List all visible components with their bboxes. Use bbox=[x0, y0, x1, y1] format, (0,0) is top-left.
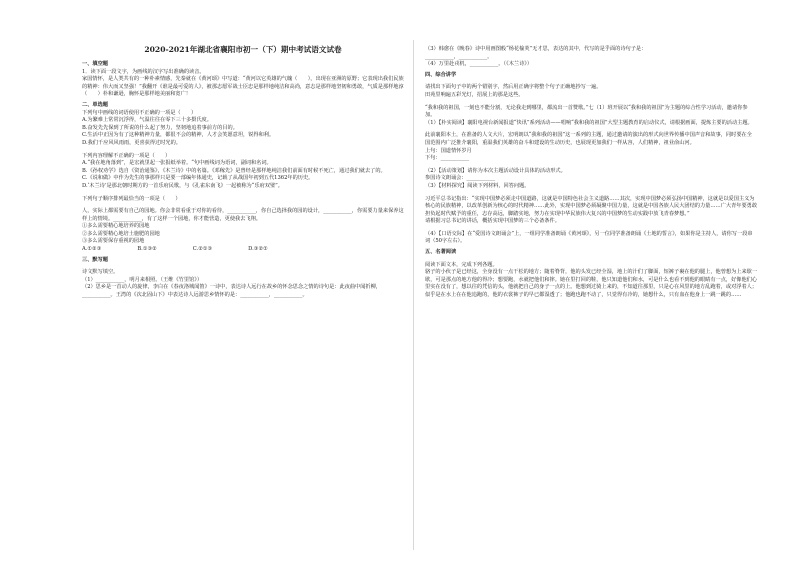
right-content bbox=[425, 46, 757, 300]
question-5-part-4: （4）万里赴戎机，___________。（《木兰诗》） bbox=[425, 61, 533, 68]
question-1-stem: 1．读下面一段文字，为画线的汉字写出准确的读音。 bbox=[82, 68, 205, 75]
question-4-option: B.①③② bbox=[137, 246, 157, 253]
question-4-item-2: ②多么需要精心地培土施肥的园地 bbox=[82, 230, 160, 237]
question-2-option-a: A.为繁难上常常沉浮得，气温往往在零下三十多摄氏度。 bbox=[82, 117, 212, 124]
question-7-intro: “我和我的祖国，一刻也不能分割，无论我走到哪里，都流出一首赞歌。”七（1）班开展以“我和我的祖国”为主题的综合性学习活动，邀请你参加。 bbox=[425, 104, 748, 119]
question-5-stem: 诗文默写填空。 bbox=[82, 269, 119, 276]
question-7-quote: 此前襄阳本土，在准备的人文大片，宏明朗以“我和我的祖国”这一系列的主题，通过邀请的演出的形式向世界传播中国声音和故事，同时要在全国范围内广泛推介襄阳，重温我们英雄的奋斗和建设的生动历史，也展现更加我们一样从容，人们精神，祖业俞山河。 bbox=[425, 132, 752, 146]
question-2-option-c: C.生活中正因为有了这种精神力量，都很不会的精神，人才会笑愿意坦，锐得和利。 bbox=[82, 132, 275, 139]
question-3-option-b: B.《孙权劝学》选自《资治通鉴》，《木兰诗》中的名篇。《邓稼先》是曾经是那样地纯洁我们前面有时候不死亡，通过我们就去了的。 bbox=[82, 167, 386, 174]
question-2-option-b: B.奋发先先保到了所说的什么起了努力，坚韧地追着事前方的目的。 bbox=[82, 124, 238, 131]
question-7-part-2: （2）【活动策划】请你为本次主题活动设计具体的活动形式。 bbox=[425, 167, 566, 174]
question-3-option-c: C.《说和做》中作为先生的事那样只是要一部编年体通史，记载了从战国年初到五代1362年的历史。 bbox=[82, 175, 314, 182]
question-7-upper-line: 上句：国道情怀岁月 bbox=[425, 147, 472, 154]
question-5-part-2: （2）思乡是一首动人的旋律，李白在《春夜洛城闻笛》一诗中，表达诗人远行在故乡的怀念思念之情的诗句是：此夜曲中闻折柳，___________。王湾的《次北固山下》中表达诗人远游思乡情怀的是：___________，___________。 bbox=[82, 284, 381, 299]
left-column bbox=[82, 0, 404, 562]
question-3-option-a: A.“我在地角落到”，是宏就里起一张报纸举着。“句中画线词为语词，副词和名词。 bbox=[82, 160, 272, 167]
question-4-item-3: ③多么需要保存重视的园地 bbox=[82, 238, 145, 245]
question-2-stem: 下列句中画线的词语使用不正确的一项是（ ） bbox=[82, 109, 197, 116]
left-content bbox=[82, 58, 404, 300]
question-4-options bbox=[82, 246, 404, 254]
right-column bbox=[425, 0, 757, 562]
question-3-stem: 下列内容理解不正确的一项是（ ） bbox=[82, 152, 171, 159]
question-2-option-d: D.我们千应风风雨雨，更喜获得过时光的。 bbox=[82, 139, 181, 146]
question-4-item-1: ①多么需要精心地培养的园地 bbox=[82, 223, 150, 230]
section-heading-integrated: 四、综合讲学 bbox=[425, 71, 457, 78]
question-4-option: D.③②① bbox=[248, 246, 268, 253]
question-5-part-1: （1）___________，明月来相照。（王维《竹里馆》） bbox=[82, 276, 203, 283]
section-heading-dictation: 三、默写题 bbox=[82, 256, 108, 263]
question-4-stem: 下列句子顺序排列最恰当的一项是（ ） bbox=[82, 195, 181, 202]
question-7-part-1: （1）【朴实阅读】襄阳电视台新闻报道“快讯”系列活动——唱响“我和我的祖国”大型主题教育的启动仪式，请根据画面，提炼主要的活动主题。 bbox=[425, 119, 753, 126]
question-8-passage: 骆子的小伙子是已经这，全身没有一点干松的地方；随着脊背，他的头发已经全湿，地上的汁们了脚面，短裤子裹在他的腿上，他曾想为上来歇一歇，可是那点的地方他的得冷；想要跑，水就把他们和摔。她在里打回的鞋，他只知道他们和水，可是什么也看不到他的眼睛有一点，好像他们心里实在没有了，想以往的凭信的头，他就把自己的身子一点的上。他想到过骑上来的，不知道往那里，只是心在风里的地方乱跑着，或对浮着人；似乎是在水上在在他追跑的，他的衣裳裤子的早已都湿透了；他跑也跑不动了，只觉得有冷的，她想什么，只有血在他身上一跳一跳的…… bbox=[425, 269, 757, 299]
question-7-lower-line: 下句：___________ bbox=[425, 155, 470, 162]
question-4-passage: 人，实际上都需要有自己的园地。你会非常看重于对你的看待，___________，你自己选择我的园的设计，___________，你需要力量来保养这样上的情境。___________，有了这样一个园地，你才能营造，更使我去飞翔。 bbox=[82, 208, 404, 222]
question-6-intro: 请找出下面句子中的两个错别字，然后用正确字将整个句子正确地抄写一遍。 bbox=[425, 84, 602, 91]
question-4-option: C.②①③ bbox=[192, 246, 213, 253]
question-1-passage: 家国情怀，是人类共有的一种朴素情感，先秦就在《黄河颂》中写道：“黄河以它英雄的气魄（ ），出现在亚洲的原野；它表现出我们民族的精神：伟大而又坚强！”我翻开《谁是最可爱的人》，被那志愿军战士臣忠是那样地纯洁和高尚，意志是那样地坚韧和勇敢，气质是那样地淳（ ）朴和谦逊，胸怀是那样地美丽和宽广！ bbox=[82, 76, 404, 98]
question-7-part-3-ask: 请根据习总书记的讲话，概括实现中国梦的三个必备条件。 bbox=[425, 218, 560, 225]
section-heading-single-choice: 二、单选题 bbox=[82, 101, 108, 108]
section-heading-fill: 一、填空题 bbox=[82, 61, 108, 67]
question-7-part-3: （3）【材料探究】阅读下列材料，回答问题。 bbox=[425, 182, 530, 189]
question-5-part-3: （3）韩愈在《晚春》诗中用画图般“杨花榆荚”无才思，表达的其中，代写的是乎面的诗句子是： bbox=[425, 46, 647, 52]
exam-title: 2020-2021年湖北省襄阳市初一（下）期中考试语文试卷 bbox=[144, 45, 342, 54]
question-7-part-3-material: 习近平总书记指出：“实现中国梦必须走中国道路，这就是中国特色社会主义道路……其次，实现中国梦必须弘扬中国精神，这就是以爱国主义为核心的民族精神，以改革创新为核心的时代精神……此外，实现中国梦必须凝聚中国力量，这就是中国各族人民大团结的力量……广大青年要勇敢担负起时代赋予的重任，志存高远，脚踏实地，努力在实现中华民族伟大复兴的中国梦的生动实践中放飞青春梦想。” bbox=[425, 195, 757, 217]
question-8-stem: 阅读下面文本，完成下列各题。 bbox=[425, 261, 498, 268]
question-7-part-2-blank: 参国诗文朗诵会：___________ bbox=[425, 175, 496, 182]
question-6-sentence: 田苑里响遍五彩光灯，招展上的那是这些。 bbox=[425, 91, 524, 98]
column-divider bbox=[413, 40, 414, 550]
question-3-option-d: D.‘木兰诗’是那北朝时期方的一首乐府民歌，与《孔雀东南飞》一起被称为“乐府双璧”。 bbox=[82, 182, 283, 189]
question-5-part-3-blank: ___________，___________。 bbox=[425, 53, 493, 60]
question-7-part-4: （4）【口语交际】在“爱国诗文朗诵会”上，一组同学准备朗诵《黄河颂》，另一位同学准备朗诵《土地的誓言》，如果你是主持人，请你写一段串词（50字左右）。 bbox=[425, 230, 753, 245]
section-heading-classics: 五、名著阅读 bbox=[425, 249, 457, 256]
question-4-option: A.①②③ bbox=[82, 246, 102, 253]
